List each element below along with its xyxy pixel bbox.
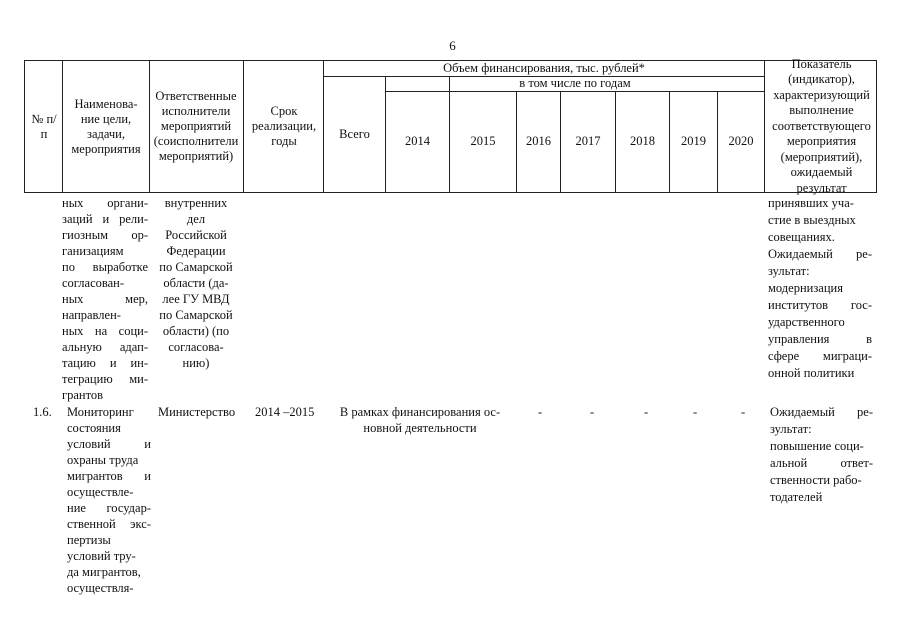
text-line: пертизы (67, 533, 111, 547)
text-line: лее ГУ МВД (162, 292, 230, 306)
header-by-years: в том числе по годам (519, 76, 631, 90)
text-line: повышение соци- (770, 439, 864, 453)
header-year-2018: 2018 (630, 134, 655, 148)
text-line: онной политики (768, 366, 855, 380)
text-line: институтов гос- (768, 298, 872, 312)
dash-2018: - (644, 405, 649, 419)
row-1-6-name-text (67, 404, 151, 596)
text-line: согласован- (62, 276, 125, 290)
text-line: управления в (768, 332, 872, 346)
text-line: направлен- (62, 308, 121, 322)
text-line: внутренних (164, 196, 228, 210)
header-year-2016: 2016 (526, 134, 551, 148)
text-line: совещаниях. (768, 230, 835, 244)
row-1-6-indicator-text (770, 404, 873, 506)
dash-2020: - (741, 405, 746, 419)
table-header (24, 56, 877, 195)
text-line: дел (186, 212, 206, 226)
text-line: модернизация (768, 281, 843, 295)
text-line: Ожидаемый ре- (768, 247, 872, 261)
text-line: условий тру- (67, 549, 136, 563)
text-line: альной ответ- (770, 456, 873, 470)
header-indicator: Показатель (индикатор), характеризующий выполнение соответствующего мероприятия (мероприятий), ожидаемый результат (772, 56, 871, 195)
text-line: ных на соци- (62, 324, 148, 338)
header-year-2019: 2019 (681, 134, 706, 148)
text-line: Российской (165, 228, 227, 242)
text-line: зультат: (768, 264, 810, 278)
text-line: грантов (62, 388, 104, 402)
row-1-6-term: 2014 –2015 (255, 405, 315, 419)
text-line: ние государ- (67, 501, 151, 515)
header-total: Всего (339, 126, 370, 141)
text-line: тацию и ин- (62, 356, 148, 370)
text-line: охраны труда (67, 453, 139, 467)
text-line: ударственного (768, 315, 845, 329)
row-1-6-number: 1.6. (33, 405, 52, 419)
dash-2016: - (538, 405, 543, 419)
text-line: да мигрантов, (67, 565, 141, 579)
text-line: мигрантов и (67, 469, 151, 483)
header-year-2015: 2015 (470, 134, 496, 148)
text-line: по выработке (62, 260, 148, 274)
text-line: Федерации (166, 244, 226, 258)
text-line: заций и рели- (62, 212, 148, 226)
text-line: ных органи- (62, 196, 148, 210)
text-line: стие в выездных (768, 213, 856, 227)
text-line: ственности рабо- (770, 473, 862, 487)
dash-2017: - (590, 405, 595, 419)
header-num: № п/п (31, 111, 57, 141)
row-1-6-responsible: Министерство (158, 405, 236, 419)
text-line: гиозным ор- (62, 228, 148, 242)
cont-indicator-text (768, 195, 872, 382)
text-line: согласова- (168, 340, 224, 354)
text-line: новной деятельности (363, 421, 477, 435)
text-line: ных мер, (62, 292, 148, 306)
header-year-2017: 2017 (575, 134, 601, 148)
header-year-2014: 2014 (405, 134, 430, 148)
text-line: Ожидаемый ре- (770, 405, 873, 419)
text-line: области) (по (162, 324, 230, 338)
dash-2019: - (693, 405, 698, 419)
text-line: состояния (67, 421, 121, 435)
text-line: Мониторинг (67, 405, 134, 419)
text-line: теграцию ми- (62, 372, 148, 386)
header-term: Срок реализации, годы (251, 104, 317, 148)
header-name: Наименова-ние цели, задачи, мероприятия (71, 96, 141, 156)
text-line: зультат: (770, 422, 812, 436)
cont-name-text (62, 195, 148, 403)
text-line: ганизациям (62, 244, 124, 258)
page-number: 6 (449, 38, 456, 53)
text-line: осуществля- (67, 581, 134, 595)
header-responsible: Ответственные исполнители мероприятий (соисполнители мероприятий) (153, 89, 239, 163)
text-line: сфере миграци- (768, 349, 872, 363)
text-line: нию) (182, 356, 210, 370)
text-line: ственной экс- (67, 517, 151, 531)
text-line: по Самарской (159, 260, 233, 274)
text-line: осуществле- (67, 485, 134, 499)
text-line: альную адап- (62, 340, 148, 354)
header-funding: Объем финансирования, тыс. рублей* (443, 61, 645, 75)
cont-responsible-text (150, 195, 242, 371)
text-line: условий и (67, 437, 151, 451)
text-line: тодателей (770, 490, 823, 504)
row-1-6-funding-text (330, 404, 510, 436)
text-line: области (да- (163, 276, 229, 290)
header-year-2020: 2020 (728, 134, 754, 148)
text-line: В рамках финансирования ос- (339, 405, 501, 419)
text-line: по Самарской (159, 308, 233, 322)
text-line: принявших уча- (768, 196, 854, 210)
